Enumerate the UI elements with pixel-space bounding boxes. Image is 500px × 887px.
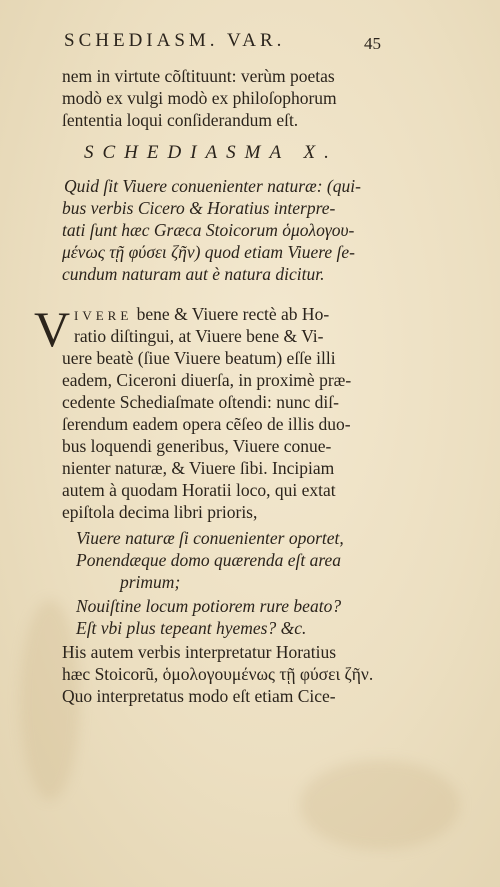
body-line: autem à quodam Horatii loco, qui extat [62,480,336,500]
body-line: cedente Schediaſmate oſtendi: nunc diſ- [62,392,339,412]
first-line-text: bene & Viuere rectè ab Ho- [132,304,330,324]
verse-line: primum; [120,572,181,592]
drop-capital: V [34,301,71,357]
body-line: ſerendum eadem opera cẽſeo de illis duo- [62,414,351,434]
body-line: nienter naturæ, & Viuere ſibi. Incipiam [62,458,335,478]
intro-line: nem in virtute cõſtituunt: verùm poetas [62,66,335,86]
body-line: ratio diſtingui, at Viuere bene & Vi- [74,326,324,346]
section-title: SCHEDIASMA X. [84,142,338,163]
body-line: bus loquendi generibus, Viuere conue- [62,436,332,456]
verse-line: Viuere naturæ ſi conuenienter oportet, [76,528,344,548]
question-line: bus verbis Cicero & Horatius interpre- [62,198,336,218]
small-caps-opening: IVERE [74,308,133,323]
verse-line: Ponendæque domo quærenda eſt area [76,550,342,570]
body-line: eadem, Ciceroni diuerſa, in proximè præ- [62,370,352,390]
verse-line: Eſt vbi plus tepeant hyemes? &c. [76,618,307,638]
body-line: uere beatè (ſiue Viuere beatum) eſſe illi [62,348,336,368]
page-number: 45 [364,34,381,53]
question-line: Quid ſit Viuere conuenienter naturæ: (qui- [64,176,361,196]
question-line: cundum naturam aut è natura dicitur. [62,264,325,284]
question-line: μένως τῇ φύσει ζῆν) quod etiam Viuere ſe- [62,242,355,262]
intro-line: modò ex vulgi modò ex philoſophorum [62,88,337,108]
running-title: SCHEDIASM. VAR. [64,30,286,51]
question-line: tati ſunt hæc Græca Stoicorum ὁμολογου- [62,220,355,240]
body-line: epiſtola decima libri prioris, [62,502,258,522]
closing-line: Quo interpretatus modo eſt etiam Cice- [62,686,336,706]
intro-line: ſententia loqui conſiderandum eſt. [62,110,299,130]
body-first-line [74,304,329,326]
verse-line: Nouiſtine locum potiorem rure beato? [76,596,342,616]
closing-line: His autem verbis interpretatur Horatius [62,642,337,662]
closing-line: hæc Stoicorũ, ὁμολογουμένως τῇ φύσει ζῆν. [62,664,374,684]
